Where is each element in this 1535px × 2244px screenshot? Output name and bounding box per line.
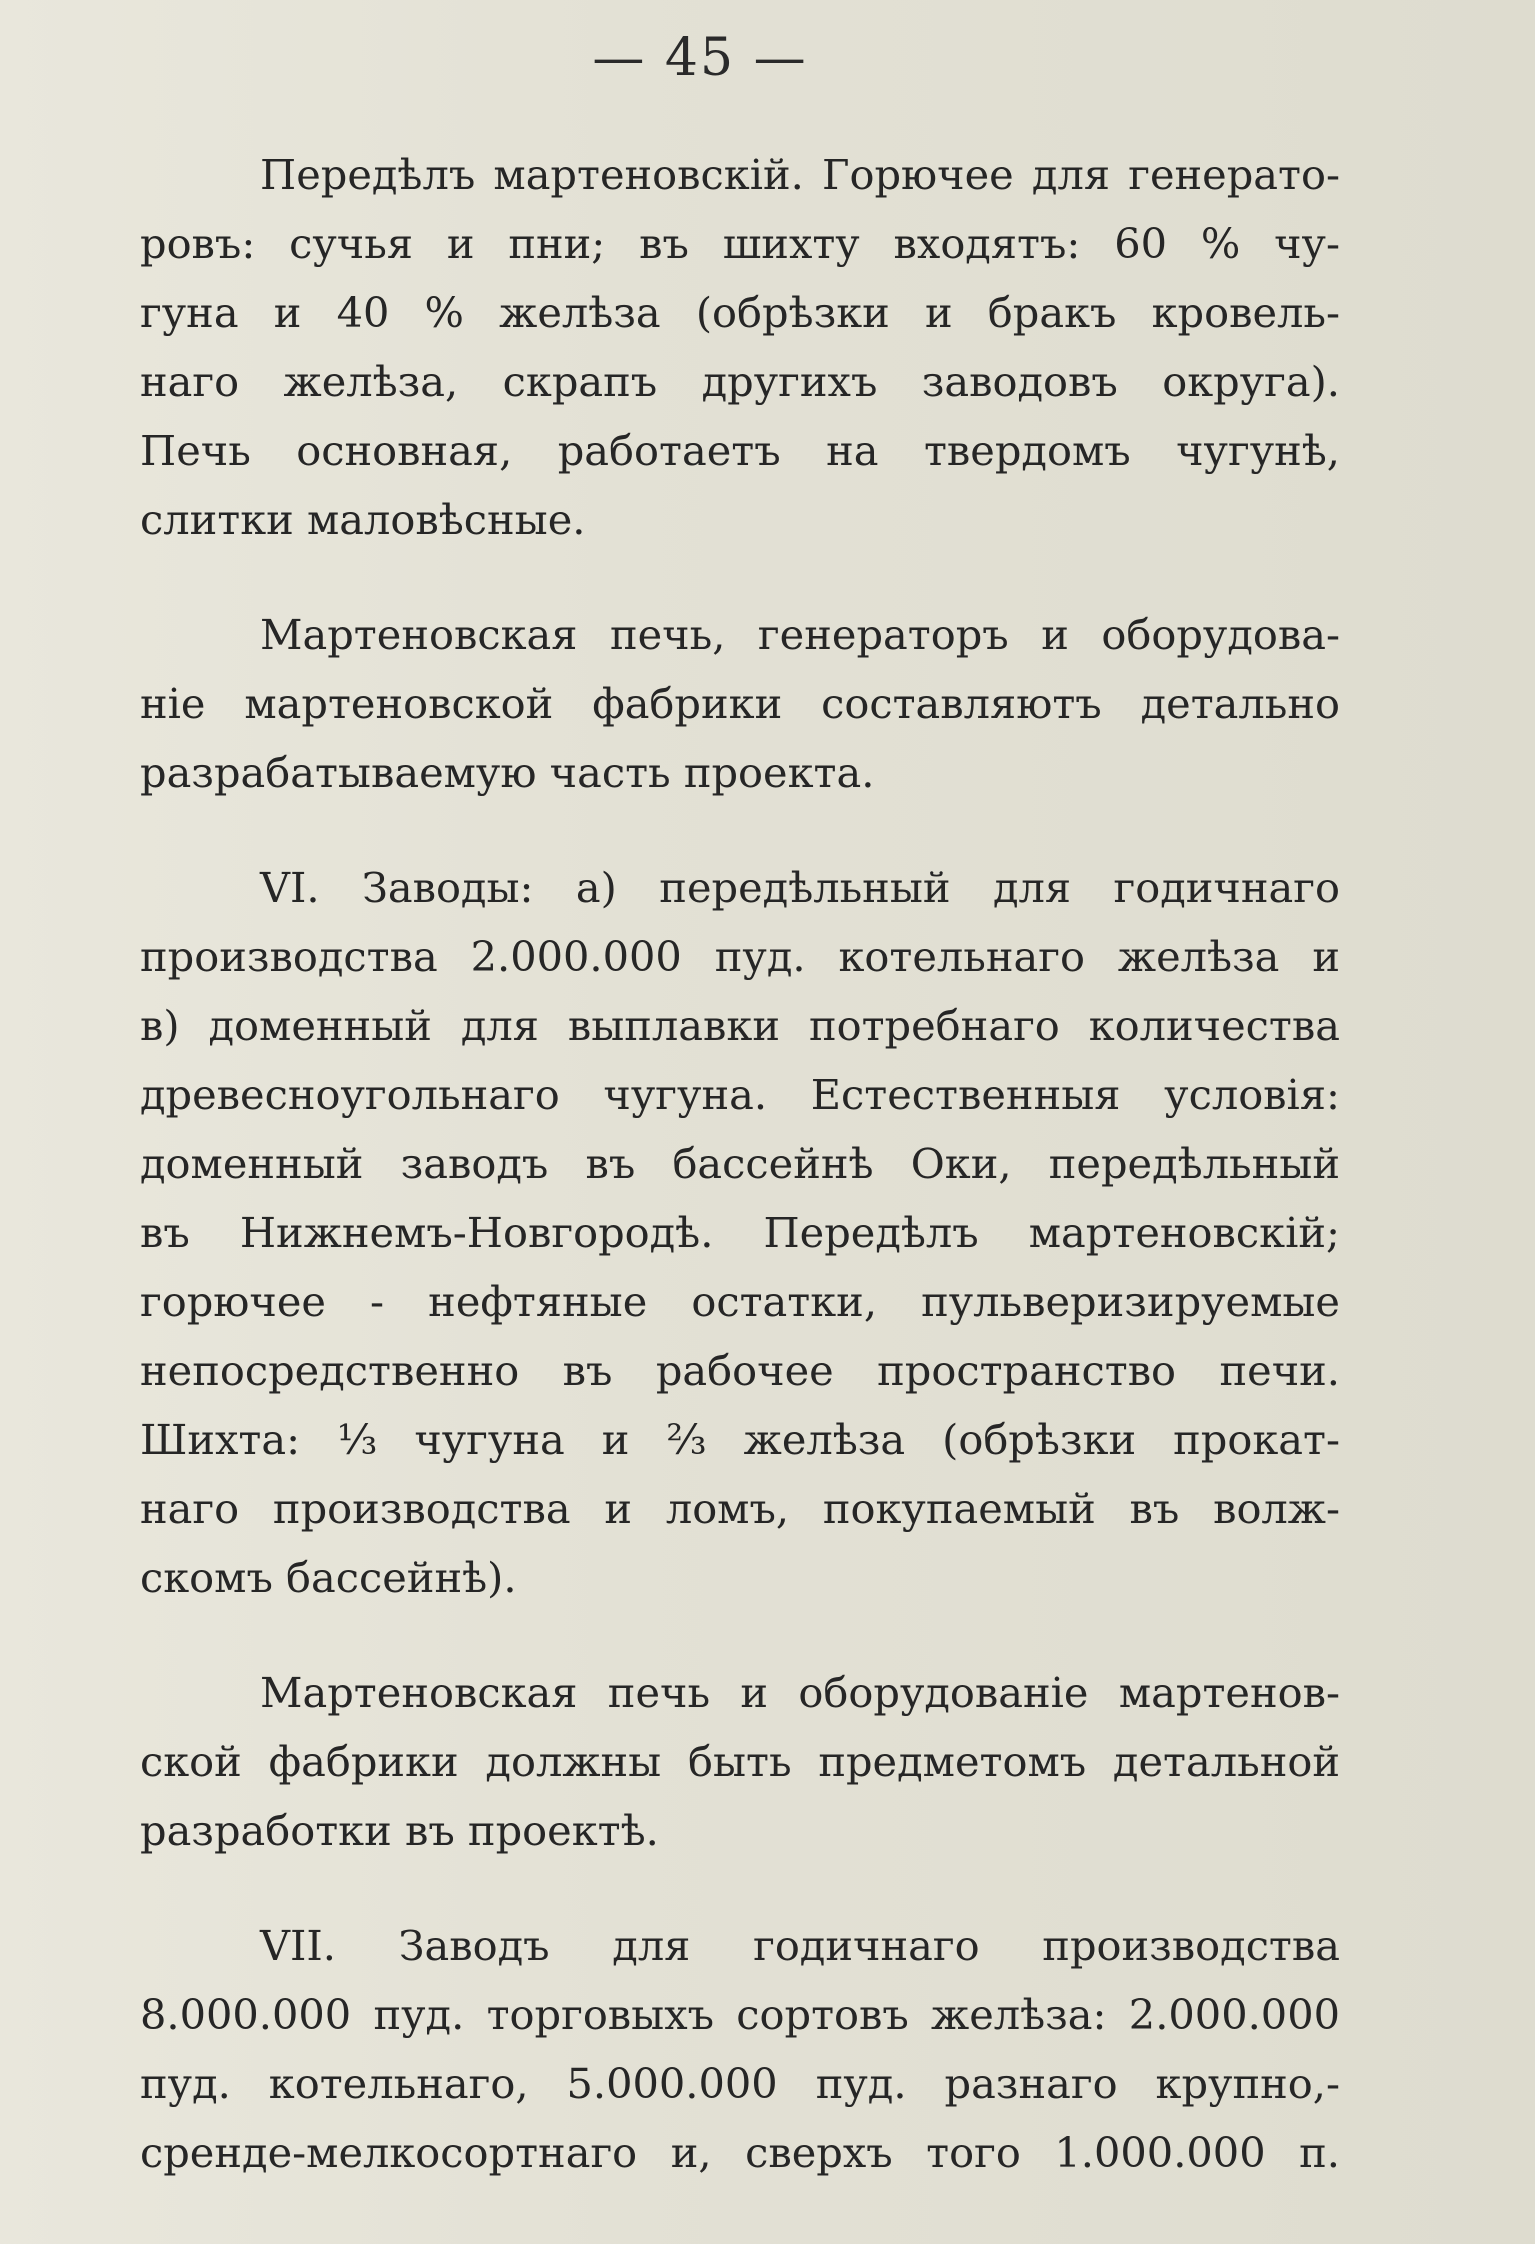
text-line: Шихта: ⅓ чугуна и ⅔ желѣза (обрѣзки прокат- — [140, 1415, 1340, 1464]
text-line: Передѣлъ мартеновскій. Горючее для генерато- — [260, 150, 1340, 199]
body-text — [20, 140, 1340, 2187]
text-line: горючее - нефтяные остатки, пульверизируемые — [140, 1277, 1340, 1326]
text-line: в) доменный для выплавки потребнаго количества — [140, 1001, 1340, 1050]
text-line: наго желѣза, скрапъ другихъ заводовъ округа). — [140, 357, 1340, 406]
text-line: Печь основная, работаетъ на твердомъ чугунѣ, — [140, 426, 1340, 475]
text-line: гуна и 40 % желѣза (обрѣзки и бракъ кровель- — [140, 288, 1340, 337]
text-line: сренде-мелкосортнаго и, сверхъ того 1.000.000 п. — [140, 2128, 1340, 2177]
text-line: Мартеновская печь и оборудованіе мартенов- — [260, 1668, 1340, 1717]
paragraph-5 — [20, 1911, 1340, 2187]
paragraph-3 — [20, 853, 1340, 1612]
text-line: слитки маловѣсные. — [140, 495, 586, 544]
text-line: пуд. котельнаго, 5.000.000 пуд. разнаго крупно,- — [140, 2059, 1340, 2108]
text-line: Мартеновская печь, генераторъ и оборудова- — [260, 610, 1340, 659]
text-line: ніе мартеновской фабрики составляютъ детально — [140, 679, 1340, 728]
paragraph-2 — [20, 600, 1340, 807]
page-number: — 45 — — [592, 28, 808, 88]
text-line: наго производства и ломъ, покупаемый въ волж- — [140, 1484, 1340, 1533]
paragraph-4 — [20, 1658, 1340, 1865]
text-line: скомъ бассейнѣ). — [140, 1553, 517, 1602]
text-line: разработки въ проектѣ. — [140, 1806, 659, 1855]
paragraph-1 — [20, 140, 1340, 554]
text-line: доменный заводъ въ бассейнѣ Оки, передѣльный — [140, 1139, 1340, 1188]
text-line: 8.000.000 пуд. торговыхъ сортовъ желѣза: 2.000.000 — [140, 1990, 1340, 2039]
text-line: древесноугольнаго чугуна. Естественныя условія: — [140, 1070, 1340, 1119]
text-line: ровъ: сучья и пни; въ шихту входятъ: 60 % чу- — [140, 219, 1340, 268]
text-line: VII. Заводъ для годичнаго производства — [260, 1921, 1340, 1970]
text-line: ской фабрики должны быть предметомъ детальной — [140, 1737, 1340, 1786]
text-line: непосредственно въ рабочее пространство печи. — [140, 1346, 1340, 1395]
text-line: разрабатываемую часть проекта. — [140, 748, 875, 797]
text-line: въ Нижнемъ-Новгородѣ. Передѣлъ мартеновскій; — [140, 1208, 1340, 1257]
text-line: VI. Заводы: а) передѣльный для годичнаго — [260, 863, 1340, 912]
text-line: производства 2.000.000 пуд. котельнаго желѣза и — [140, 932, 1340, 981]
